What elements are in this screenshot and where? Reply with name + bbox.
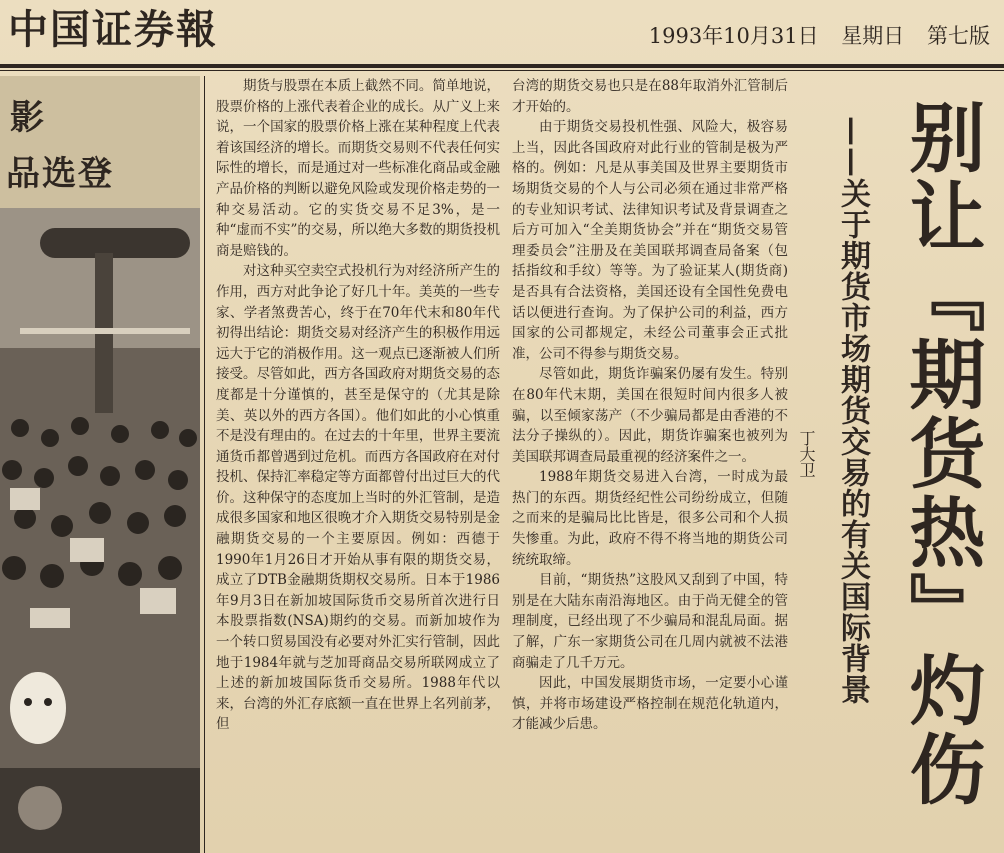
article-paragraph: 台湾的期货交易也只是在88年取消外汇管制后才开始的。 bbox=[512, 78, 788, 115]
crowd-photo bbox=[0, 208, 200, 853]
issue-info bbox=[633, 22, 990, 50]
adjacent-article-heading bbox=[0, 76, 200, 208]
article-paragraph: 尽管如此，期货诈骗案仍屡有发生。特别在80年代末期，美国在很短时间内很多人被骗，以至倾家荡产（不少骗局都是由香港的不法分子操纵的）。因此，期货诈骗案也被列为美国联邦调查局最重视的经济案件之一。 bbox=[512, 366, 788, 465]
column-divider bbox=[204, 76, 205, 853]
page-number: 第七版 bbox=[927, 24, 990, 48]
crowd-photo-graphic bbox=[0, 208, 200, 853]
article-headline: 别让『期货热』灼伤 bbox=[897, 98, 986, 809]
issue-weekday: 星期日 bbox=[841, 24, 905, 48]
adjacent-heading-line-1: 影 bbox=[10, 98, 44, 138]
newspaper-masthead: 中国证券報 bbox=[8, 6, 218, 53]
article-column-2 bbox=[512, 76, 788, 735]
article-paragraph: 对这种买空卖空式投机行为对经济所产生的作用，西方对此争论了好几十年。美英的一些专家、学者煞费苦心，终于在70年代末和80年代初得出结论：期货交易对经济产生的积极作用远远大于它的消极作用。这一观点已逐渐被人们所接受。尽管如此，西方各国政府对期货交易的态度都是十分谨慎的，甚至是保守的（尤其是除美、英以外的西方各国）。他们如此的小心慎重不是没有理由的。在过去的十年里，世界主要流通货币都曾遇到过危机。而西方各国政府在对付投机、保持汇率稳定等方面都曾付出过巨大的代价。这种保守的态度加上当时的外汇管制，是造成很多国家和地区很晚才介入期货交易特别是金融期货交易的一个主要原因。例如：西德于1990年1月26日才开始从事有限的期货交易，成立了DTB金融期货期权交易所。日本于1986年9月3日在新加坡国际货币交易所首次进行日本股票指数(NSA)期约的交易。而新加坡作为一个转口贸易国没有必要对外汇实行管制，因此地于1984年就与芝加哥商品交易所联网成立了上述的新加坡国际货币交易所。1988年代以来，台湾的外汇存底额一直在世界上名列前茅，但 bbox=[216, 263, 500, 733]
masthead-rule bbox=[0, 64, 1004, 68]
article-paragraph: 由于期货交易投机性强、风险大，极容易上当，因此各国政府对此行业的管制是极为严格的。例如：凡是从事美国及世界主要期货市场期货交易的个人与公司必须在通过非常严格的专业知识考试、法律知识考试及背景调查之后方可加入“全美期货协会”并在“期货交易管理委员会”注册及在美国联邦调查局备案（包括指纹和手纹）等等。为了验证某人(期货商)是否具有合法资格，美国还设有全国性免费电话以便进行查询。为了保护公司的利益，西方国家的公司都规定，未经公司董事会正式批准，公司不得参与期货交易。 bbox=[512, 119, 788, 362]
article-column-1 bbox=[216, 76, 500, 735]
issue-date: 1993年10月31日 bbox=[648, 24, 819, 48]
adjacent-heading-line-2: 品选登 bbox=[6, 154, 114, 194]
masthead-rule-thin bbox=[0, 70, 1004, 71]
article-paragraph: 目前，“期货热”这股风又刮到了中国，特别是在大陆东南沿海地区。由于尚无健全的管理制度，已经出现了不少骗局和混乱局面。据了解，广东一家期货公司在几周内就被不法港商骗走了几千万元。 bbox=[512, 572, 788, 671]
article-paragraph: 因此，中国发展期货市场，一定要小心谨慎，并将市场建设严格控制在规范化轨道内，才能减少后患。 bbox=[512, 675, 788, 733]
article-subtitle: ——关于期货市场期货交易的有关国际背景 bbox=[835, 116, 870, 705]
article-author: 丁大卫 bbox=[797, 430, 816, 478]
article-paragraph: 期货与股票在本质上截然不同。简单地说，股票价格的上涨代表着企业的成长。从广义上来说，一个国家的股票价格上涨在某种程度上代表着该国经济的增长。而期货交易则不代表任何实际性的增长，而是通过对一些标准化商品或金融产品价格的判断以避免风险或发现价格走势的一种交易活动。它的实货交易不足3%，是一种“虚而不实”的交易，所以绝大多数的期货投机商是赔钱的。 bbox=[216, 78, 500, 259]
article-paragraph: 1988年期货交易进入台湾，一时成为最热门的东西。期货经纪性公司纷纷成立，但随之而来的是骗局比比皆是，很多公司和个人损失惨重。为此，政府不得不将当地的期货公司统统取缔。 bbox=[512, 469, 788, 568]
